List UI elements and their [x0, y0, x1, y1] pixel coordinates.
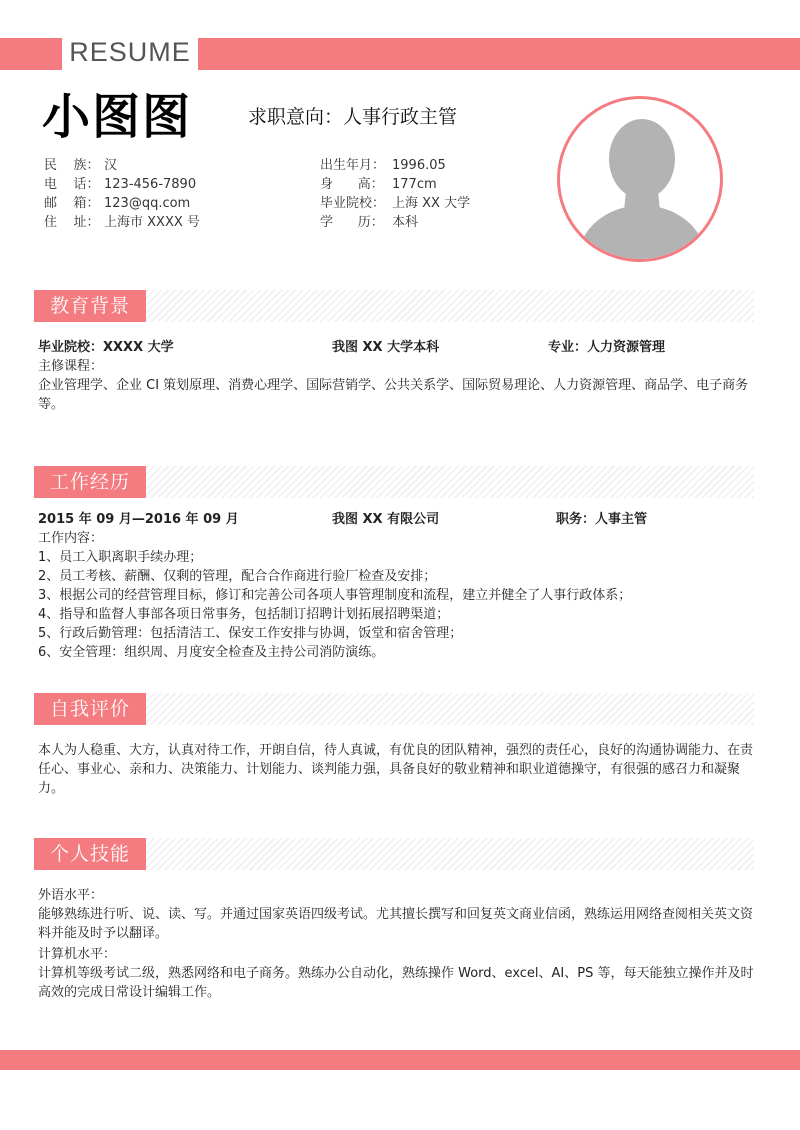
work-period: 2015 年 09 月—2016 年 09 月	[38, 512, 239, 527]
info-key: 出生年月：	[320, 158, 386, 173]
courses-label: 主修课程：	[38, 359, 104, 374]
info-row	[320, 194, 470, 213]
section-stripe	[146, 693, 754, 725]
avatar-silhouette-icon	[560, 99, 720, 259]
info-row	[44, 156, 200, 175]
education-major: 专业：人力资源管理	[548, 340, 666, 355]
info-value: 本科	[392, 215, 419, 230]
info-value: 汉	[104, 158, 118, 173]
language-label: 外语水平：	[38, 888, 104, 903]
resume-label: RESUME	[69, 37, 191, 67]
info-key: 电 话：	[44, 177, 100, 192]
info-row	[320, 213, 470, 232]
section-title: 教育背景	[34, 290, 146, 322]
info-key: 邮 箱：	[44, 196, 100, 211]
work-section-header	[34, 466, 754, 498]
section-title: 个人技能	[34, 838, 146, 870]
basic-info-left	[44, 156, 200, 232]
avatar	[557, 96, 723, 262]
section-stripe	[146, 290, 754, 322]
info-value: 1996.05	[392, 158, 446, 173]
candidate-name: 小图图	[42, 89, 193, 145]
job-objective: 求职意向：人事行政主管	[248, 106, 458, 128]
computer-label: 计算机水平：	[38, 947, 117, 962]
header-accent-bar-left	[0, 38, 62, 70]
skills-section-header	[34, 838, 754, 870]
computer-text: 计算机等级考试二级，熟悉网络和电子商务。熟练办公自动化，熟练操作 Word、excel、AI、PS 等，每天能独立操作并及时高效的完成日常设计编辑工作。	[38, 966, 754, 1000]
info-row	[44, 213, 200, 232]
self-eval-section-header	[34, 693, 754, 725]
work-item: 3、根据公司的经营管理目标，修订和完善公司各项人事管理制度和流程，建立并健全了人事行政体系；	[38, 588, 632, 603]
section-stripe	[146, 466, 754, 498]
footer-accent-bar	[0, 1050, 800, 1070]
info-key: 学 历：	[320, 215, 384, 230]
work-item: 1、员工入职离职手续办理；	[38, 550, 203, 565]
work-item: 5、行政后勤管理：包括清洁工、保安工作安排与协调，饭堂和宿舍管理；	[38, 626, 463, 641]
info-row	[320, 175, 470, 194]
work-item: 4、指导和监督人事部各项日常事务，包括制订招聘计划拓展招聘渠道；	[38, 607, 450, 622]
education-section-header	[34, 290, 754, 322]
info-row	[44, 175, 200, 194]
work-item: 6、安全管理：组织周、月度安全检查及主持公司消防演练。	[38, 645, 385, 660]
info-value: 177cm	[392, 177, 437, 192]
language-text: 能够熟练进行听、说、读、写。并通过国家英语四级考试。尤其擅长撰写和回复英文商业信函，熟练运用网络查阅相关英文资料并能及时予以翻译。	[38, 907, 754, 941]
courses-text: 企业管理学、企业 CI 策划原理、消费心理学、国际营销学、公共关系学、国际贸易理论、人力资源管理、商品学、电子商务等。	[38, 378, 749, 412]
work-position: 职务：人事主管	[556, 512, 648, 527]
basic-info-right	[320, 156, 470, 232]
work-item: 2、员工考核、薪酬、仅剩的管理，配合合作商进行验厂检查及安排；	[38, 569, 437, 584]
info-row	[44, 194, 200, 213]
work-content-label: 工作内容：	[38, 531, 104, 546]
info-key: 民 族：	[44, 158, 100, 173]
info-key: 住 址：	[44, 215, 100, 230]
work-company: 我图 XX 有限公司	[332, 512, 440, 527]
info-value: 123@qq.com	[104, 196, 191, 211]
header-accent-bar-right	[198, 38, 800, 70]
info-key: 身 高：	[320, 177, 384, 192]
section-title: 自我评价	[34, 693, 146, 725]
info-row	[320, 156, 470, 175]
self-eval-text: 本人为人稳重、大方，认真对待工作，开朗自信，待人真诚，有优良的团队精神，强烈的责任心，良好的沟通协调能力、在责任心、事业心、亲和力、决策能力、计划能力、谈判能力强，具备良好的敬业精神和职业道德操守，有很强的感召力和凝聚力。	[38, 743, 754, 796]
section-stripe	[146, 838, 754, 870]
education-degree: 我图 XX 大学本科	[332, 340, 440, 355]
info-value: 上海 XX 大学	[392, 196, 471, 211]
info-key: 毕业院校：	[320, 196, 386, 211]
info-value: 上海市 XXXX 号	[104, 215, 200, 230]
info-value: 123-456-7890	[104, 177, 197, 192]
education-school: 毕业院校：XXXX 大学	[38, 340, 174, 355]
section-title: 工作经历	[34, 466, 146, 498]
